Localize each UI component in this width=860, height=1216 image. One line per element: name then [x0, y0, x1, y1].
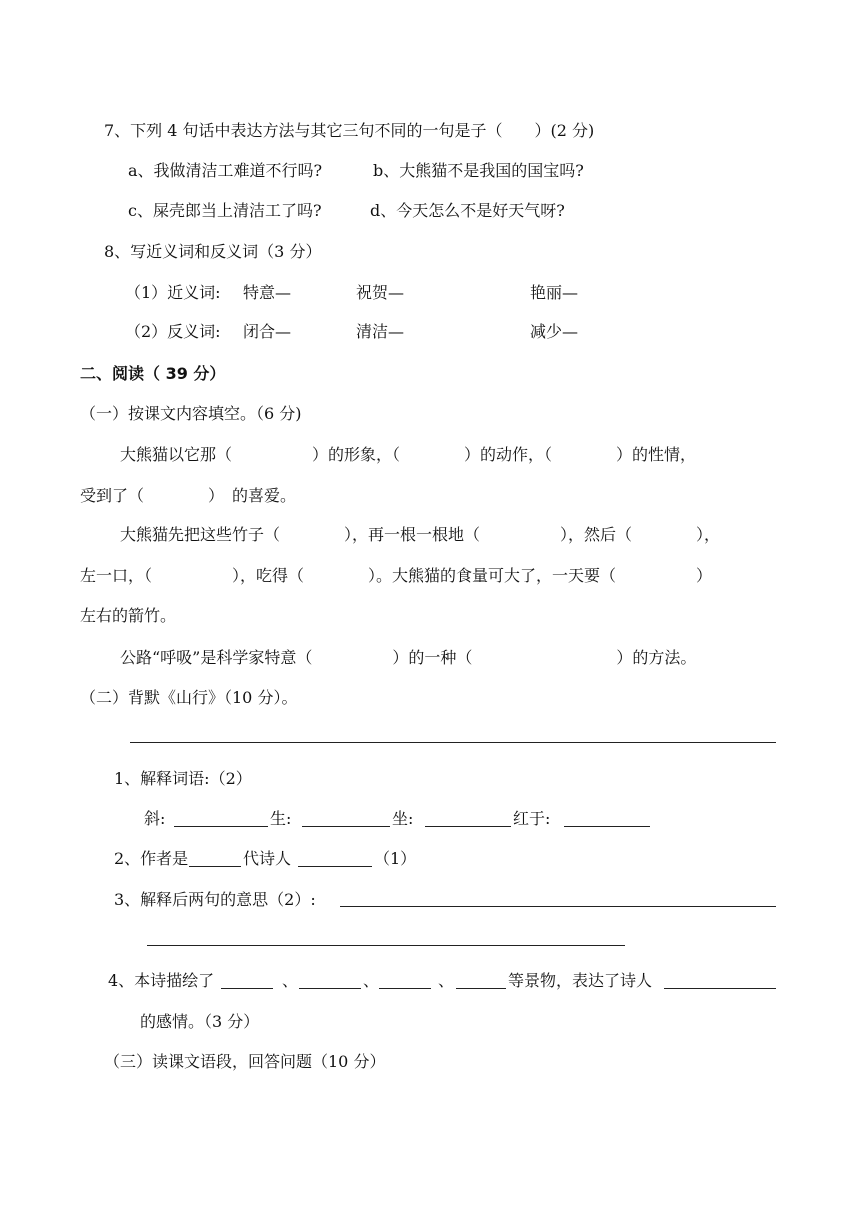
q7-option-c: c、屎壳郎当上清洁工了吗? [128, 201, 322, 220]
word-xie-blank[interactable] [174, 826, 268, 827]
scene-blank-4[interactable] [456, 988, 506, 989]
q8-synonym-label: （1）近义词: [125, 283, 221, 302]
poet-name-blank[interactable] [298, 866, 372, 867]
q8-stem: 8、写近义词和反义词（3 分） [104, 242, 322, 261]
word-sheng-blank[interactable] [302, 826, 390, 827]
q7-option-d: d、今天怎么不是好天气呀? [370, 201, 565, 220]
subquestion-2-points: （1） [374, 849, 417, 868]
q8-synonym-2: 祝贺— [356, 283, 405, 302]
paragraph-2-line-3: 左右的箭竹。 [80, 606, 177, 625]
part3-title: （三）读课文语段，回答问题（10 分） [104, 1052, 386, 1071]
meaning-blank-1[interactable] [340, 906, 776, 907]
q8-antonym-label: （2）反义词: [125, 322, 221, 341]
subquestion-4-middle: 等景物，表达了诗人 [508, 971, 653, 990]
subquestion-4-sep-1: 、 [282, 971, 299, 990]
q7-option-a: a、我做清洁工难道不行吗? [128, 161, 323, 180]
word-hongyu-label: 红于: [513, 809, 551, 828]
scene-blank-3[interactable] [379, 988, 431, 989]
q8-antonym-2: 清洁— [356, 322, 405, 341]
dynasty-blank[interactable] [189, 866, 241, 867]
word-xie-label: 斜: [144, 809, 166, 828]
word-hongyu-blank[interactable] [564, 826, 650, 827]
paragraph-2-line-1: 大熊猫先把这些竹子（ ），再一根一根地（ ），然后（ ）， [120, 525, 721, 544]
paragraph-1-line-2: 受到了（ ） 的喜爱。 [80, 486, 297, 505]
subquestion-4-prefix: 4、本诗描绘了 [108, 971, 215, 990]
subquestion-3: 3、解释后两句的意思（2）: [114, 890, 316, 909]
word-zuo-label: 坐: [392, 809, 414, 828]
scene-blank-2[interactable] [299, 988, 361, 989]
part1-title: （一）按课文内容填空。（6 分) [80, 404, 302, 423]
subquestion-4-sep-3: 、 [438, 971, 455, 990]
subquestion-4-suffix: 的感情。（3 分） [140, 1012, 260, 1031]
paragraph-2-line-2: 左一口，（ ），吃得（ ）。大熊猫的食量可大了，一天要（ ） [80, 566, 713, 585]
poem-answer-line[interactable] [130, 742, 776, 743]
q8-antonym-1: 闭合— [243, 322, 292, 341]
q7-option-b: b、大熊猫不是我国的国宝吗? [373, 161, 584, 180]
q8-antonym-3: 减少— [530, 322, 579, 341]
paragraph-3-line-1: 公路“呼吸”是科学家特意（ ）的一种（ ）的方法。 [120, 648, 697, 667]
q7-stem: 7、下列 4 句话中表达方法与其它三句不同的一句是子（ ）(2 分) [104, 121, 595, 140]
word-sheng-label: 生: [270, 809, 292, 828]
subquestion-2-middle: 代诗人 [243, 849, 292, 868]
section-title-reading: 二、阅读（ 39 分） [80, 364, 226, 383]
subquestion-1: 1、解释词语:（2） [114, 769, 252, 788]
scene-blank-1[interactable] [221, 988, 273, 989]
meaning-blank-2[interactable] [147, 945, 625, 946]
part2-title: （二）背默《山行》（10 分）。 [80, 688, 298, 707]
paragraph-1-line-1: 大熊猫以它那（ ）的形象，（ ）的动作，（ ）的性情， [120, 445, 697, 464]
q8-synonym-1: 特意— [243, 283, 292, 302]
subquestion-4-sep-2: 、 [363, 971, 380, 990]
subquestion-2-prefix: 2、作者是 [114, 849, 189, 868]
emotion-blank[interactable] [664, 988, 776, 989]
q8-synonym-3: 艳丽— [530, 283, 579, 302]
word-zuo-blank[interactable] [425, 826, 511, 827]
